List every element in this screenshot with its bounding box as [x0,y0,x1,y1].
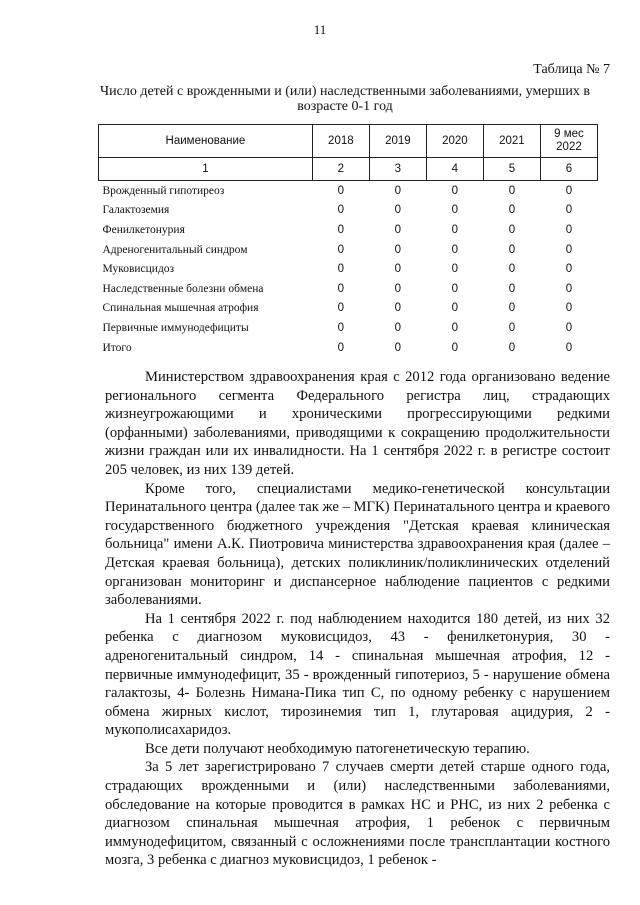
row-name: Итого [102,341,132,354]
index-cell: 5 [483,158,540,181]
paragraph-monitoring: Кроме того, специалистами медико-генетической консультации Перинатального центра (далее так же – МГК) Перинатального центра и краевого государственного бюджетного учреждения "Детская краевая клиническая больница" имени А.К. Пиотровича министерства здравоохранения края (далее – Детская краевая больница), детских поликлиник/поликлинических отделений организован мониторинг и диспансерное наблюдение пациентов с редкими заболеваниями. [105,480,610,609]
table-row [99,240,598,260]
row-value: 0 [565,204,573,217]
row-value: 0 [394,184,402,197]
paragraph-registry: Министерством здравоохранения края с 2012 года организовано ведение регионального сегмента Федерального регистра лиц, страдающих жизнеугрожающими и хроническими прогрессирующими редкими (орфанными) заболеваниями, приводящими к сокращению продолжительности жизни граждан или их инвалидности. На 1 сентября 2022 г. в регистре состоит 205 человек, из них 139 детей. [105,369,610,478]
row-value: 0 [508,321,516,334]
header-2018: 2018 [312,125,369,158]
row-value: 0 [451,184,459,197]
row-value: 0 [394,302,402,315]
table-row [99,279,598,299]
index-cell: 1 [99,158,313,181]
table-label: Таблица № 7 [533,62,610,77]
table-row [99,299,598,319]
row-value: 0 [394,223,402,236]
mortality-table [98,124,598,357]
row-value: 0 [565,184,573,197]
row-value: 0 [565,243,573,256]
header-2019: 2019 [369,125,426,158]
row-value: 0 [394,282,402,295]
row-value: 0 [337,184,345,197]
table-row [99,318,598,338]
row-name: Фенилкетонурия [102,223,185,236]
row-name: Галактоземия [102,204,170,217]
row-value: 0 [451,341,459,354]
index-cell: 4 [426,158,483,181]
row-value: 0 [508,243,516,256]
row-value: 0 [508,263,516,276]
paragraph-therapy: Все дети получают необходимую патогенетическую терапию. [145,740,530,757]
row-name: Первичные иммунодефициты [102,321,249,334]
header-name: Наименование [99,125,313,158]
paragraph-observation: На 1 сентября 2022 г. под наблюдением находится 180 детей, из них 32 ребенка с диагнозом муковисцидоз, 43 - фенилкетонурия, 30 - адреногенитальный синдром, 14 - спинальная мышечная атрофия, 12 - первичные иммунодефицит, 35 - врожденный гипотериоз, 5 - нарушение обмена галактозы, 4- Болезнь Нимана-Пика тип С, по одному ребенку с нарушением обмена жирных кислот, тирозинемия тип 1, глутаровая ацидурия, 2 - мукополисахаридоз. [105,610,610,739]
table-body [99,181,598,358]
row-value: 0 [394,341,402,354]
row-value: 0 [565,341,573,354]
row-name: Муковисцидоз [102,263,175,276]
row-name: Адреногенитальный синдром [102,243,248,256]
table-row [99,338,598,358]
index-cell: 6 [540,158,597,181]
table-row [99,201,598,221]
row-value: 0 [451,263,459,276]
row-value: 0 [394,204,402,217]
row-value: 0 [565,223,573,236]
row-value: 0 [337,263,345,276]
row-value: 0 [451,302,459,315]
table-row [99,181,598,201]
row-value: 0 [394,243,402,256]
header-2021: 2021 [483,125,540,158]
row-name: Спинальная мышечная атрофия [102,302,259,315]
row-value: 0 [394,263,402,276]
row-value: 0 [565,321,573,334]
row-value: 0 [565,282,573,295]
table-row [99,220,598,240]
page-number: 11 [313,22,327,37]
row-name: Наследственные болезни обмена [102,282,264,295]
row-value: 0 [337,302,345,315]
row-value: 0 [508,302,516,315]
row-value: 0 [337,341,345,354]
row-value: 0 [337,223,345,236]
row-value: 0 [565,263,573,276]
table-caption: Число детей с врожденными и (или) наследственными заболеваниями, умерших в возрасте 0-1 год [100,84,590,114]
row-value: 0 [508,282,516,295]
row-value: 0 [451,282,459,295]
row-value: 0 [508,204,516,217]
body-text [105,368,610,870]
row-value: 0 [337,321,345,334]
index-cell: 2 [312,158,369,181]
table-row [99,259,598,279]
index-cell: 3 [369,158,426,181]
row-value: 0 [508,223,516,236]
row-value: 0 [451,204,459,217]
row-value: 0 [451,321,459,334]
row-value: 0 [565,302,573,315]
row-value: 0 [451,223,459,236]
row-name: Врожденный гипотиреоз [102,184,225,197]
row-value: 0 [451,243,459,256]
paragraph-deaths: За 5 лет зарегистрировано 7 случаев смерти детей старше одного года, страдающих врожденными и (или) наследственными заболеваниями, обследование на которые проводится в рамках НС и РНС, из них 2 ребенка с диагнозом спинальная мышечная атрофия, 1 ребенок с первичным иммунодефицитом, связанный с осложнениями после трансплантации костного мозга, 3 ребенка с диагноз муковисцидоз, 1 ребенок - [105,759,610,869]
row-value: 0 [337,204,345,217]
header-9m-2022: 9 мес 2022 [540,125,597,158]
row-value: 0 [508,184,516,197]
row-value: 0 [508,341,516,354]
row-value: 0 [394,321,402,334]
row-value: 0 [337,282,345,295]
row-value: 0 [337,243,345,256]
header-2020: 2020 [426,125,483,158]
